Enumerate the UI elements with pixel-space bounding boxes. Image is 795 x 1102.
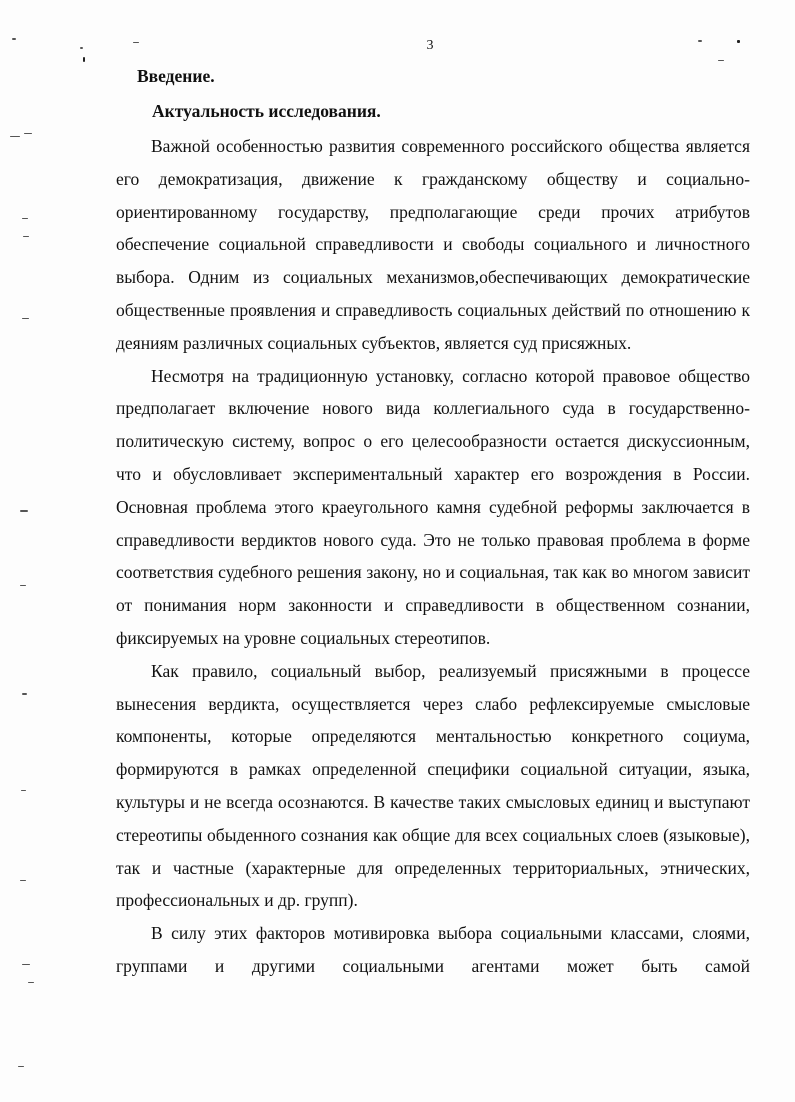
scan-speck bbox=[83, 57, 85, 62]
scan-speck bbox=[20, 585, 26, 586]
scan-speck bbox=[20, 880, 26, 881]
scan-speck bbox=[20, 510, 28, 512]
scan-speck bbox=[718, 60, 724, 61]
scan-speck bbox=[28, 982, 34, 983]
paragraph-3: Как правило, социальный выбор, реализуемый присяжными в процессе вынесения вердикта, осуществляется через слабо рефлексируемые смысловые компоненты, которые определяются ментальностью конкретного социума, формируются в рамках определенной специфики социальной ситуации, языка, культуры и не всегда осознаются. В качестве таких смысловых единиц и выступают стереотипы обыденного сознания как общие для всех социальных слоев (языковые), так и частные (характерные для определенных территориальных, этнических, профессиональных и др. групп). bbox=[116, 660, 750, 911]
scan-speck bbox=[22, 318, 29, 319]
scan-speck bbox=[18, 1066, 24, 1067]
paragraph-1: Важной особенностью развития современного российского общества является его демократизация, движение к гражданскому обществу и социально-ориентированному государству, предполагающие среди прочих атрибутов обеспечение социальной справедливости и свободы социального и личностного выбора. Одним из социальных механизмов,обеспечивающих демократические общественные проявления и справедливость социальных действий по отношению к деяниям различных социальных субъектов, является суд присяжных. bbox=[116, 136, 750, 353]
paragraph-2: Несмотря на традиционную установку, согласно которой правовое общество предполагает включение нового вида коллегиального суда в государственно-политическую систему, вопрос о его целесообразности остается дискуссионным, что и обусловливает экспериментальный характер его возрождения в России. Основная проблема этого краеугольного камня судебной реформы заключается в справедливости вердиктов нового суда. Это не только правовая проблема в форме соответствия судебного решения закону, но и социальная, так как во многом зависит от понимания норм законности и справедливости в общественном сознании, фиксируемых на уровне социальных стереотипов. bbox=[116, 365, 750, 648]
body-text bbox=[116, 130, 750, 983]
scan-speck bbox=[698, 40, 702, 42]
scan-speck bbox=[23, 236, 29, 237]
scan-speck bbox=[22, 693, 27, 695]
paragraph-4: В силу этих факторов мотивировка выбора социальными классами, слоями, группами и другими социальными агентами может быть самой bbox=[116, 923, 750, 976]
subsection-heading: Актуальность исследования. bbox=[152, 101, 381, 121]
scan-speck bbox=[24, 133, 32, 134]
scan-speck bbox=[80, 47, 83, 49]
section-heading: Введение. bbox=[137, 66, 215, 86]
scan-speck bbox=[10, 136, 20, 137]
scan-speck bbox=[22, 218, 28, 219]
scan-speck bbox=[12, 38, 16, 40]
scan-speck bbox=[22, 964, 30, 965]
page-number: 3 bbox=[426, 38, 434, 53]
scan-speck bbox=[133, 42, 139, 43]
scan-speck bbox=[21, 790, 26, 791]
scan-speck bbox=[737, 40, 740, 43]
